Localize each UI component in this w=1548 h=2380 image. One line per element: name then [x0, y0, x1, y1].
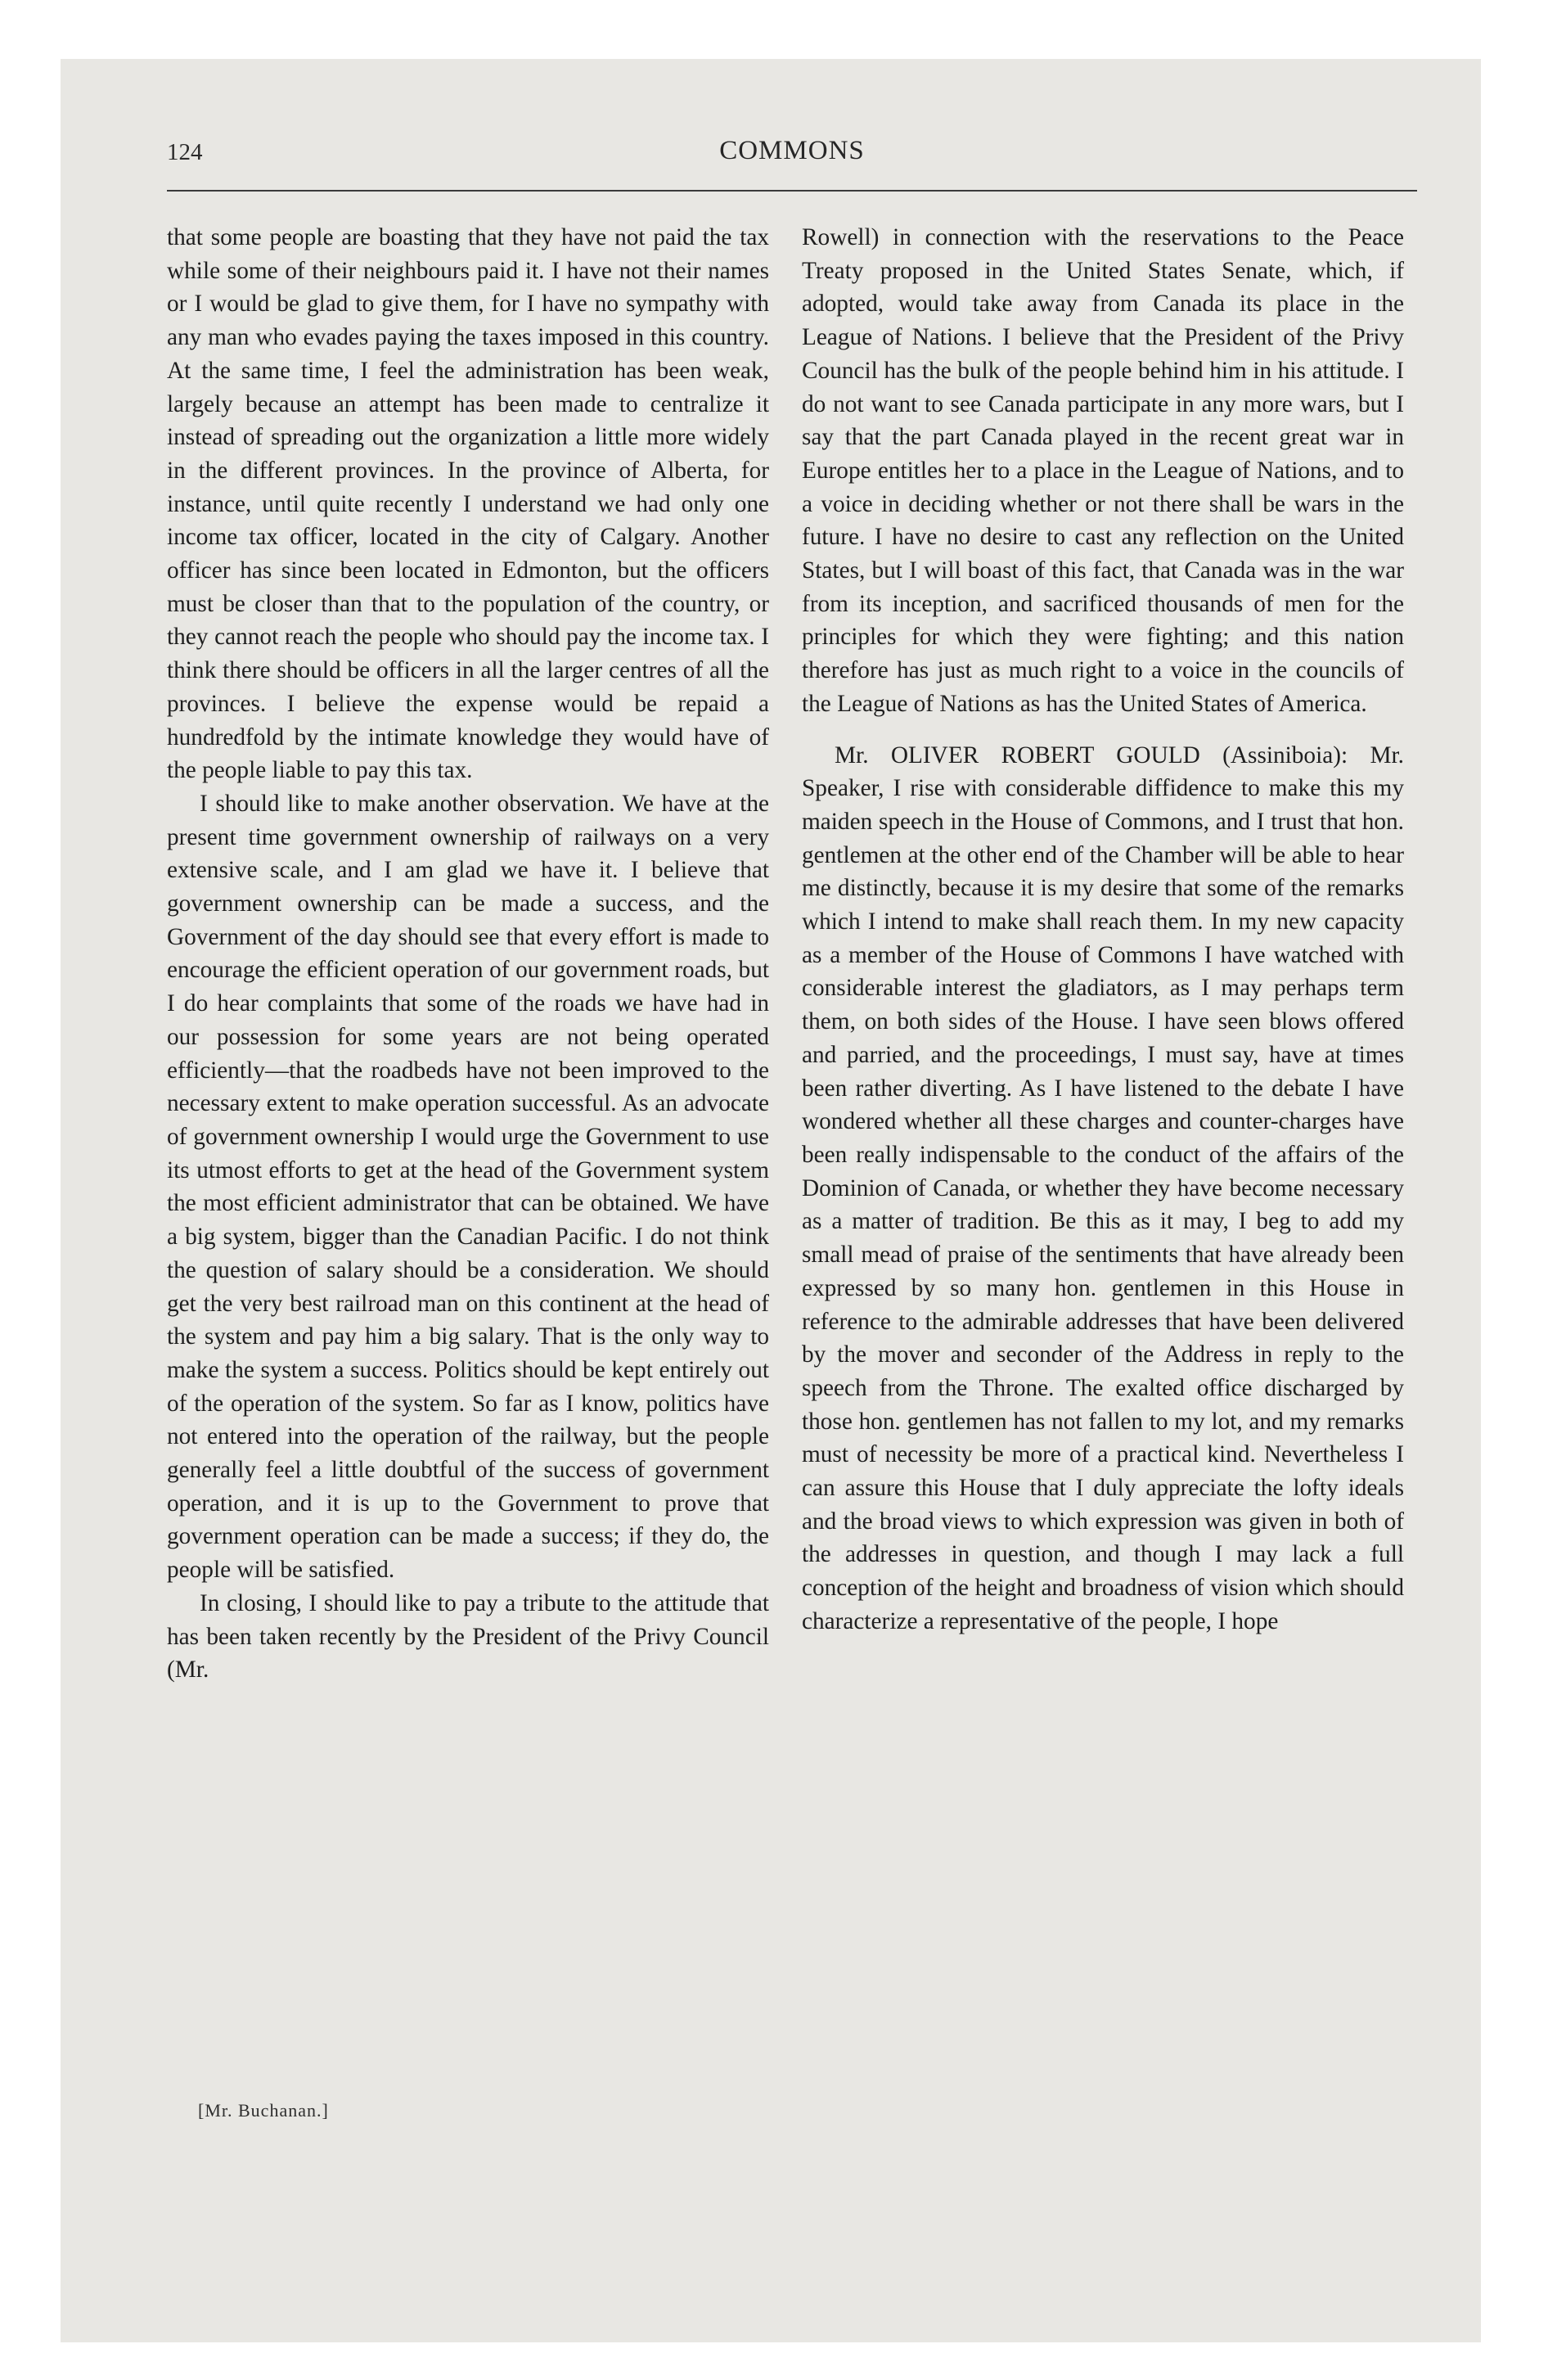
header-rule: [167, 190, 1417, 192]
paragraph-league-of-nations: Rowell) in connection with the reservations to the Peace Treaty proposed in the United States Senate, which, if adopted, would take away from Canada its place in the League of Nations. I believe that the President of the Privy Council has the bulk of the people behind him in his attitude. I do not want to see Canada participate in any more wars, but I say that the part Canada played in the recent great war in Europe entitles her to a place in the League of Nations, and to a voice in deciding whether or not there shall be wars in the future. I have no desire to cast any reflection on the United States, but I will boast of this fact, that Canada was in the war from its inception, and sacrificed thousands of men for the principles for which they were fighting; and this nation therefore has just as much right to a voice in the councils of the League of Nations as has the United States of America.: [802, 224, 1404, 717]
page-number: 124: [167, 139, 203, 165]
paragraph-closing: In closing, I should like to pay a tribute to the attitude that has been taken recently by the President of the Privy Council (Mr.: [167, 1589, 769, 1684]
paragraph-income-tax: that some people are boasting that they have not paid the tax while some of their neighbours paid it. I have not their names or I would be glad to give them, for I have no sympathy with any man who evades paying the taxes imposed in this country. At the same time, I feel the administration has been weak, largely because an attempt has been made to centralize it instead of spreading out the organization a little more widely in the different provinces. In the province of Alberta, for instance, until quite recently I understand we had only one income tax officer, located in the city of Calgary. Another officer has since been located in Edmonton, but the officers must be closer than that to the population of the country, or they cannot reach the people who should pay the income tax. I think there should be officers in all the larger centres of all the provinces. I believe the expense would be repaid a hundredfold by the intimate knowledge they would have of the people liable to pay this tax.: [167, 224, 769, 784]
paragraph-railways: I should like to make another observation. We have at the present time government ownership of railways on a very extensive scale, and I am glad we have it. I believe that government ownership can be made a success, and the Government of the day should see that every effort is made to encourage the efficient operation of our government roads, but I do hear complaints that some of the roads we have had in our possession for some years are not being operated efficiently—that the roadbeds have not been improved to the necessary extent to make operation successful. As an advocate of government ownership I would urge the Government to use its utmost efforts to get at the head of the Government system the most efficient administrator that can be obtained. We have a big system, bigger than the Canadian Pacific. I do not think the question of salary should be a consideration. We should get the very best railroad man on this continent at the head of the system and pay him a big salary. That is the only way to make the system a success. Politics should be kept entirely out of the operation of the system. So far as I know, politics have not entered into the operation of the railway, but the people generally feel a little doubtful of the success of government operation, and it is up to the Government to prove that government operation can be made a success; if they do, the people will be satisfied.: [167, 790, 769, 1584]
speaker-signature: [Mr. Buchanan.]: [198, 2100, 329, 2121]
running-title: COMMONS: [719, 136, 865, 165]
left-column: [167, 221, 769, 1687]
page-header: [167, 134, 1417, 180]
right-column: [802, 221, 1404, 1639]
paragraph-gould-speech: Mr. OLIVER ROBERT GOULD (Assiniboia): Mr. Speaker, I rise with considerable diffidence to make this my maiden speech in the House of Commons, and I trust that hon. gentlemen at the other end of the Chamber will be able to hear me distinctly, because it is my desire that some of the remarks which I intend to make shall reach them. In my new capacity as a member of the House of Commons I have watched with considerable interest the gladiators, as I may perhaps term them, on both sides of the House. I have seen blows offered and parried, and the proceedings, I must say, have at times been rather diverting. As I have listened to the debate I have wondered whether all these charges and counter-charges have been really indispensable to the conduct of the affairs of the Dominion of Canada, or whether they have become necessary as a matter of tradition. Be this as it may, I beg to add my small mead of praise of the sentiments that have already been expressed by so many hon. gentlemen in this House in reference to the admirable addresses that have been delivered by the mover and seconder of the Address in reply to the speech from the Throne. The exalted office discharged by those hon. gentlemen has not fallen to my lot, and my remarks must of necessity be more of a practical kind. Nevertheless I can assure this House that I duly appreciate the lofty ideals and the broad views to which expression was given in both of the addresses in question, and though I may lack a full conception of the height and broadness of vision which should characterize a representative of the people, I hope: [802, 741, 1404, 1634]
